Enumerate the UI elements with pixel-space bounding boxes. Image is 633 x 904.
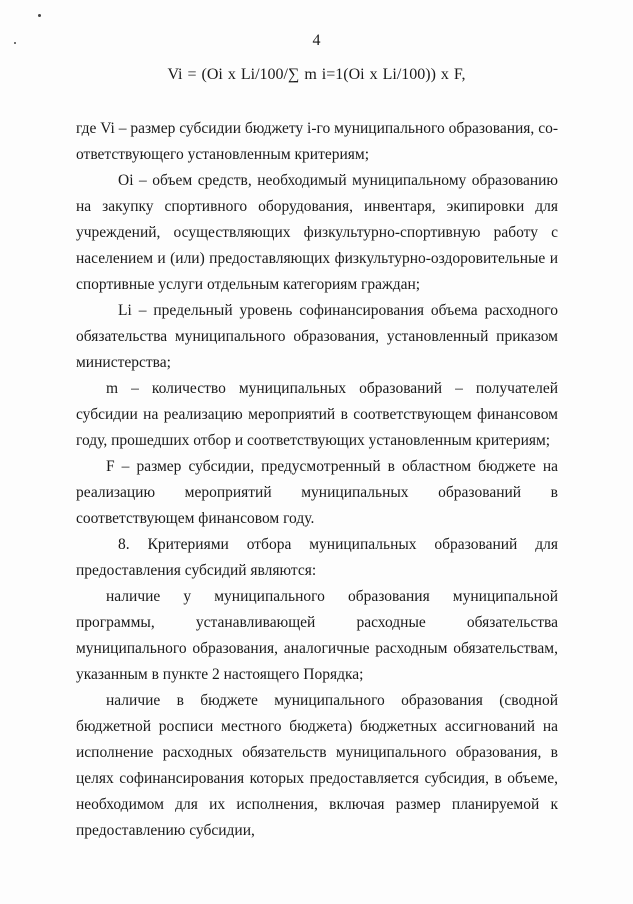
paragraph-oi-definition: Oi – объем средств, необходимый муниципальному образованию на закупку спортивного оборудования, инвентаря, экипировки для учреждений, осуществляющих физкультурно-спортивную работу с населением и (или) предоставляющих физкультурно-оздоровительные и спортивные услуги отдельным категориям граждан; xyxy=(76,172,558,293)
paragraph-section-8: 8. Критериями отбора муниципальных образований для предоставления субсидий являются: xyxy=(76,536,558,579)
paragraph-criterion-program: наличие у муниципального образования муниципальной программы, устанавливающей расходные обязательства муниципального образования, аналогичные расходным обязательствам, указанным в пункте 2 настоящего Порядка; xyxy=(76,588,558,683)
scan-speck xyxy=(38,14,41,17)
paragraph-vi-definition: где Vi – размер субсидии бюджету i-го муниципального образования, соответствующего установленным критериям; xyxy=(76,120,558,163)
document-body xyxy=(76,116,558,844)
paragraph-li-definition: Li – предельный уровень софинансирования объема расходного обязательства муниципального образования, установленный приказом министерства; xyxy=(76,302,558,371)
paragraph-criterion-budget: наличие в бюджете муниципального образования (сводной бюджетной росписи местного бюджета) бюджетных ассигнований на исполнение расходных обязательств муниципального образования, в целях софинансирования которых предоставляется субсидия, в объеме, необходимом для их исполнения, включая размер планируемой к предоставлению субсидии, xyxy=(76,692,558,839)
page-number: 4 xyxy=(312,32,321,49)
paragraph-f-definition: F – размер субсидии, предусмотренный в областном бюджете на реализацию мероприятий муниципальных образований в соответствующем финансовом году. xyxy=(76,458,558,527)
paragraph-m-definition: m – количество муниципальных образований – получателей субсидии на реализацию мероприятий в соответствующем финансовом году, прошедших отбор и соответствующих установленным критериям; xyxy=(76,380,558,449)
subsidy-formula: Vi = (Oi x Li/100/∑ m i=1(Oi x Li/100)) x F, xyxy=(167,66,466,83)
